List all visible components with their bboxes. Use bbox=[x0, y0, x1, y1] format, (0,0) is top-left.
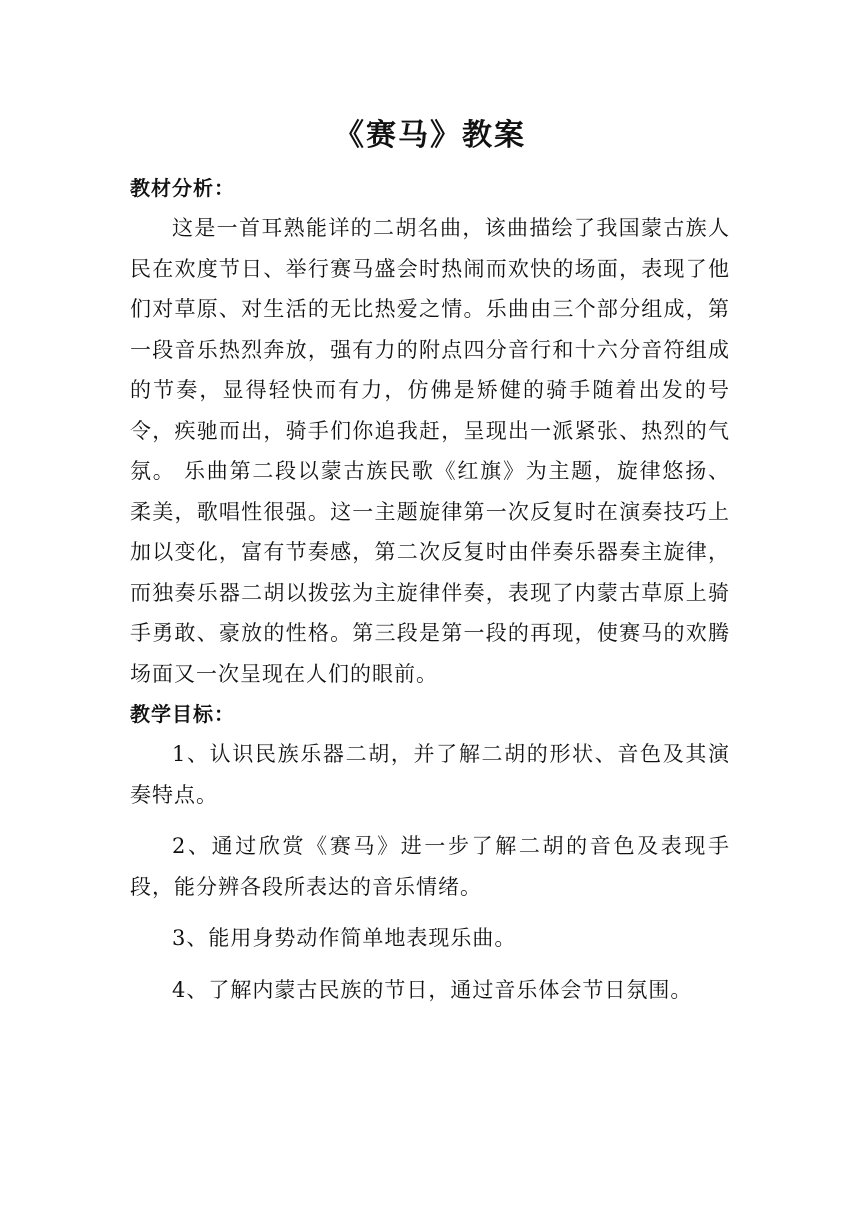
objectives-heading: 教学目标： bbox=[130, 702, 235, 726]
document-title: 《赛马》教案 bbox=[334, 118, 526, 153]
objective-item-4: 4、了解内蒙古民族的节日，通过音乐体会节日氛围。 bbox=[172, 977, 693, 1002]
objective-item-3: 3、能用身势动作简单地表现乐曲。 bbox=[172, 926, 517, 950]
analysis-paragraph: 这是一首耳熟能详的二胡名曲，该曲描绘了我国蒙古族人民在欢度节日、举行赛马盛会时热闹而欢快的场面，表现了他们对草原、对生活的无比热爱之情。乐曲由三个部分组成，第一段音乐热烈奔放，强有力的附点四分音行和十六分音符组成的节奏，显得轻快而有力，仿佛是矫健的骑手随着出发的号令，疾驰而出，骑手们你追我赶，呈现出一派紧张、热烈的气氛。 乐曲第二段以蒙古族民歌《红旗》为主题，旋律悠扬、柔美，歌唱性很强。这一主题旋律第一次反复时在演奏技巧上加以变化，富有节奏感，第二次反复时由伴奏乐器奏主旋律，而独奏乐器二胡以拨弦为主旋律伴奏，表现了内蒙古草原上骑手勇敢、豪放的性格。第三段是第一段的再现，使赛马的欢腾场面又一次呈现在人们的眼前。 bbox=[130, 216, 730, 686]
objective-item-1: 1、认识民族乐器二胡，并了解二胡的形状、音色及其演奏特点。 bbox=[130, 742, 730, 807]
document-page bbox=[130, 112, 730, 1021]
analysis-section bbox=[130, 168, 730, 694]
analysis-heading: 教材分析： bbox=[130, 176, 235, 200]
objectives-section bbox=[130, 694, 730, 1010]
objective-item-2: 2、通过欣赏《赛马》进一步了解二胡的音色及表现手段，能分辨各段所表达的音乐情绪。 bbox=[130, 834, 730, 899]
